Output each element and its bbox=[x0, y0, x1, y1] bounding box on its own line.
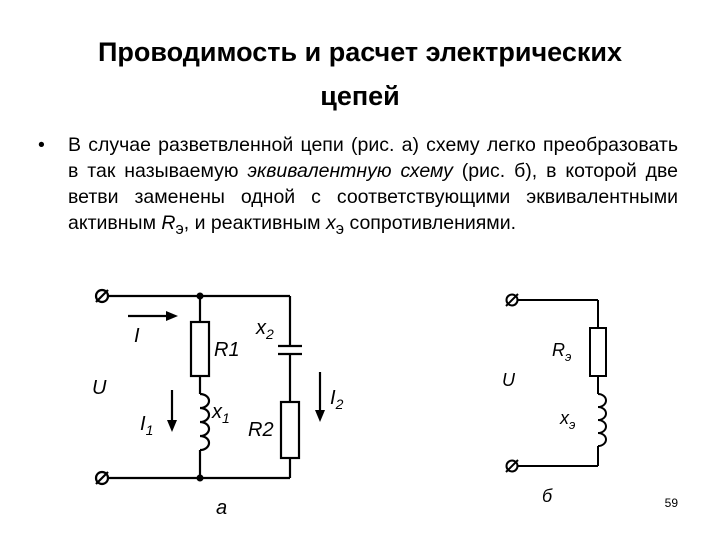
resistor-R1 bbox=[191, 322, 209, 376]
text-italic-term: эквивалентную схему bbox=[247, 160, 453, 182]
resistor-R2 bbox=[281, 402, 299, 458]
junction-top bbox=[197, 293, 204, 300]
symbol-R-sub: э bbox=[175, 219, 184, 238]
text-part-4: сопротивлениями. bbox=[344, 212, 517, 234]
title-line-2: цепей bbox=[320, 81, 400, 111]
label-R2: R2 bbox=[248, 419, 274, 441]
text-part-1: В случае разветвленной цепи (рис. а) схему легко преобразовать в так называемую bbox=[68, 134, 678, 182]
symbol-x-sub: э bbox=[335, 219, 345, 238]
symbol-R: R bbox=[161, 212, 176, 234]
label-I1: $I_1$ bbox=[140, 413, 154, 438]
resistor-Re bbox=[590, 328, 606, 376]
label-U-a: U bbox=[92, 377, 107, 399]
label-x1: $x_1$ bbox=[212, 401, 230, 426]
label-Re: $R_э$ bbox=[552, 340, 572, 364]
circuit-diagram-b bbox=[490, 286, 650, 510]
circuit-diagram-a bbox=[80, 282, 380, 522]
label-U-b: U bbox=[502, 370, 515, 390]
slide-title bbox=[40, 30, 680, 118]
text-part-3: , и реактивным bbox=[183, 212, 327, 234]
inductor-x1 bbox=[200, 394, 209, 450]
label-x2: $x_2$ bbox=[256, 317, 274, 342]
bullet-marker: • bbox=[38, 134, 45, 156]
text-part-2: (рис. б), в которой две ветви заменены одной с соответствующими эквивалентными активным bbox=[68, 160, 678, 234]
symbol-x: x bbox=[326, 212, 336, 234]
label-xe: $x_э$ bbox=[560, 408, 576, 432]
paragraph bbox=[68, 132, 678, 242]
page-number: 59 bbox=[664, 496, 678, 510]
caption-a: а bbox=[216, 497, 228, 519]
inductor-xe bbox=[598, 394, 606, 446]
junction-bottom bbox=[197, 475, 204, 482]
label-I2: $I_2$ bbox=[330, 387, 344, 412]
caption-b: б bbox=[542, 486, 553, 506]
label-I: I bbox=[134, 325, 140, 347]
title-line-1: Проводимость и расчет электрических bbox=[98, 37, 622, 67]
label-R1: R1 bbox=[214, 339, 240, 361]
bullet-block bbox=[38, 132, 678, 242]
